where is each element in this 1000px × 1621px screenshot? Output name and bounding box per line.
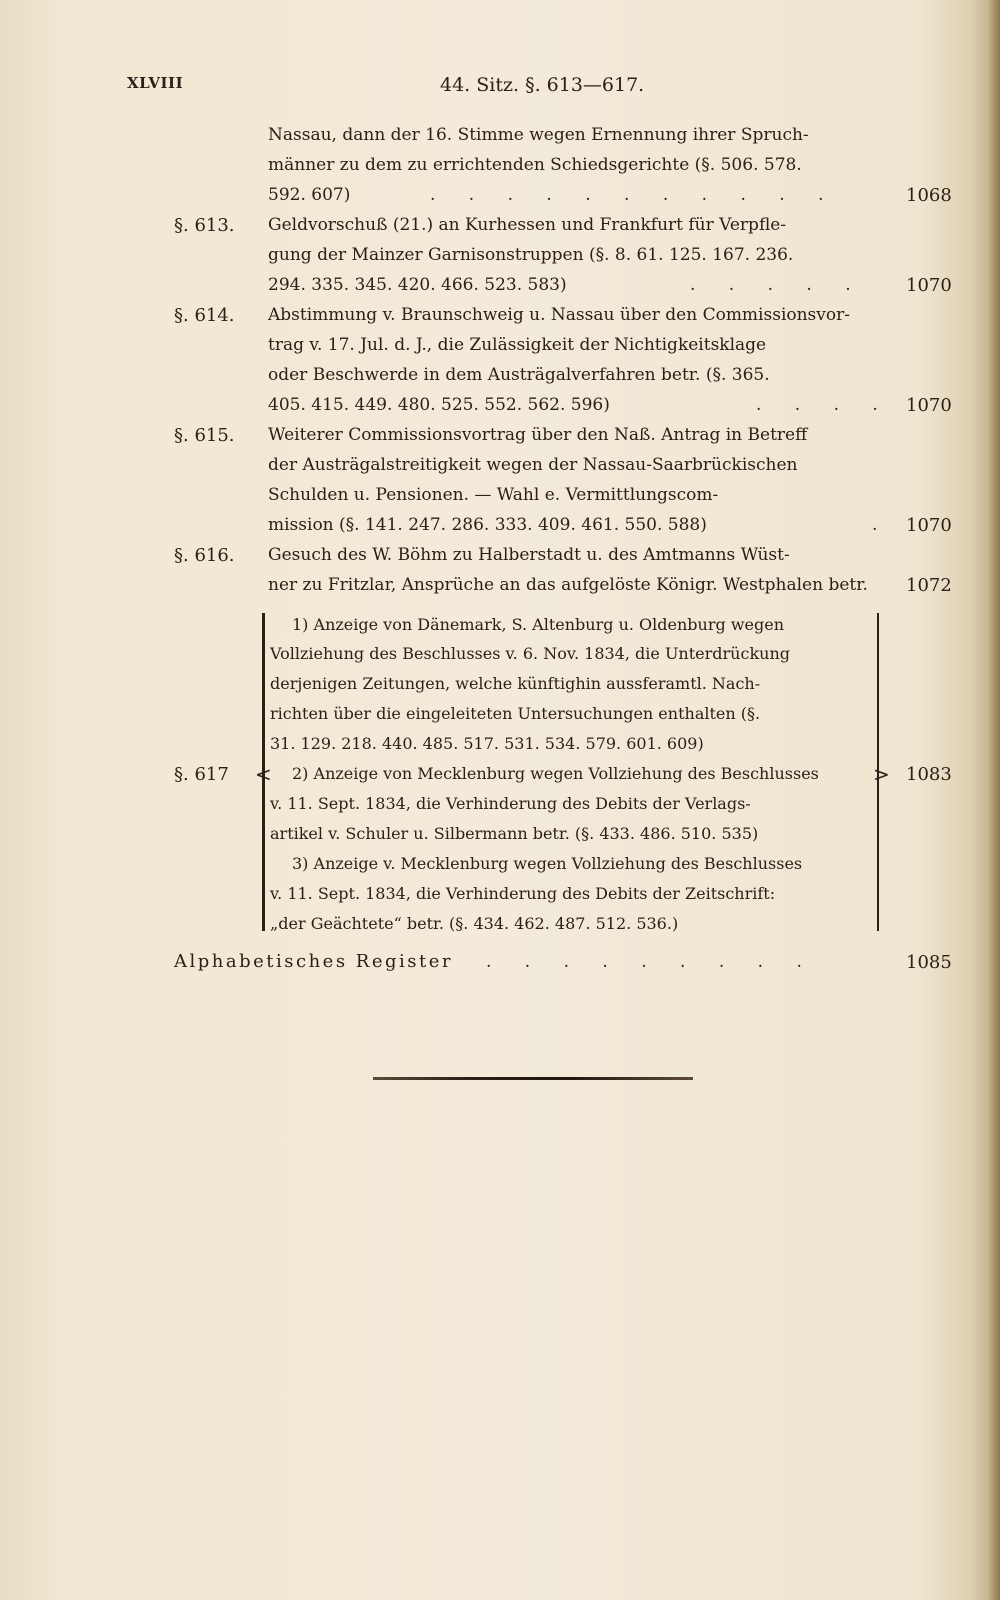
entry-616-line-1: Gesuch des W. Böhm zu Halberstadt u. des Amtmanns Wüst- bbox=[268, 545, 790, 565]
entry-617-line-8: artikel v. Schuler u. Silbermann betr. (§. 433. 486. 510. 535) bbox=[270, 824, 759, 843]
section-614: §. 614. bbox=[174, 305, 235, 326]
entry-616-page: 1072 bbox=[906, 575, 952, 596]
entry-612-line-3: 592. 607) bbox=[268, 185, 351, 205]
entry-617-line-4: richten über die eingeleiteten Untersuchungen enthalten (§. bbox=[270, 704, 761, 723]
entry-612-line-2: männer zu dem zu errichtenden Schiedsgerichte (§. 506. 578. bbox=[268, 155, 802, 175]
section-616: §. 616. bbox=[174, 545, 235, 566]
entry-614-line-2: trag v. 17. Jul. d. J., die Zulässigkeit der Nichtigkeitsklage bbox=[268, 335, 767, 355]
page-edge-shadow bbox=[988, 0, 1000, 1600]
entry-615-line-2: der Austrägalstreitigkeit wegen der Nassau-Saarbrückischen bbox=[268, 455, 798, 475]
entry-617-line-5: 31. 129. 218. 440. 485. 517. 531. 534. 579. 601. 609) bbox=[270, 734, 704, 753]
section-613: §. 613. bbox=[174, 215, 235, 236]
entry-615-line-1: Weiterer Commissionsvortrag über den Naß. Antrag in Betreff bbox=[268, 425, 808, 445]
register-page: 1085 bbox=[906, 952, 952, 973]
entry-614-line-4: 405. 415. 449. 480. 525. 552. 562. 596) bbox=[268, 395, 610, 415]
entry-613-line-1: Geldvorschuß (21.) an Kurhessen und Frankfurt für Verpfle- bbox=[268, 215, 787, 235]
register-leader: . . . . . . . . . bbox=[486, 952, 816, 972]
entry-617-line-10: v. 11. Sept. 1834, die Verhinderung des Debits der Zeitschrift: bbox=[270, 884, 776, 903]
bracket-left-tip: < bbox=[255, 762, 272, 786]
entry-617-page: 1083 bbox=[906, 764, 952, 785]
entry-614-page: 1070 bbox=[906, 395, 952, 416]
entry-616-line-2: ner zu Fritzlar, Ansprüche an das aufgelöste Königr. Westphalen betr. bbox=[268, 575, 868, 595]
entry-613-page: 1070 bbox=[906, 275, 952, 296]
section-615: §. 615. bbox=[174, 425, 235, 446]
entry-617-line-1: 1) Anzeige von Dänemark, S. Altenburg u. Oldenburg wegen bbox=[292, 615, 784, 634]
entry-614-leader: . . . . bbox=[756, 395, 892, 415]
entry-612-leader: . . . . . . . . . . . bbox=[430, 185, 838, 205]
entry-615-line-3: Schulden u. Pensionen. — Wahl e. Vermittlungscom- bbox=[268, 485, 719, 505]
bracket-right-tip: > bbox=[873, 762, 890, 786]
entry-614-line-3: oder Beschwerde in dem Austrägalverfahren betr. (§. 365. bbox=[268, 365, 770, 385]
entry-614-line-1: Abstimmung v. Braunschweig u. Nassau über den Commissionsvor- bbox=[268, 305, 850, 325]
roman-page-number: XLVIII bbox=[127, 74, 184, 92]
entry-617-line-9: 3) Anzeige v. Mecklenburg wegen Vollziehung des Beschlusses bbox=[292, 854, 803, 873]
register-label: Alphabetisches Register bbox=[174, 951, 454, 972]
entry-617-line-2: Vollziehung des Beschlusses v. 6. Nov. 1834, die Unterdrückung bbox=[270, 644, 790, 663]
entry-615-page: 1070 bbox=[906, 515, 952, 536]
entry-612-line-1: Nassau, dann der 16. Stimme wegen Ernennung ihrer Spruch- bbox=[268, 125, 809, 145]
entry-617-line-6: 2) Anzeige von Mecklenburg wegen Vollziehung des Beschlusses bbox=[292, 764, 819, 783]
entry-617-line-11: „der Geächtete“ betr. (§. 434. 462. 487. 512. 536.) bbox=[270, 914, 679, 933]
entry-617-line-7: v. 11. Sept. 1834, die Verhinderung des Debits der Verlags- bbox=[270, 794, 751, 813]
closing-rule bbox=[373, 1077, 693, 1080]
entry-617-line-3: derjenigen Zeitungen, welche künftighin aussferamtl. Nach- bbox=[270, 674, 761, 693]
page-title: 44. Sitz. §. 613—617. bbox=[440, 74, 645, 96]
entry-613-line-3: 294. 335. 345. 420. 466. 523. 583) bbox=[268, 275, 567, 295]
entry-613-leader: . . . . . bbox=[690, 275, 865, 295]
section-617: §. 617 bbox=[174, 764, 229, 785]
entry-612-page: 1068 bbox=[906, 185, 952, 206]
entry-613-line-2: gung der Mainzer Garnisonstruppen (§. 8. 61. 125. 167. 236. bbox=[268, 245, 794, 265]
bottom-margin bbox=[0, 1600, 1000, 1621]
entry-615-line-4: mission (§. 141. 247. 286. 333. 409. 461. 550. 588) bbox=[268, 515, 707, 535]
entry-615-leader: . bbox=[872, 515, 878, 535]
